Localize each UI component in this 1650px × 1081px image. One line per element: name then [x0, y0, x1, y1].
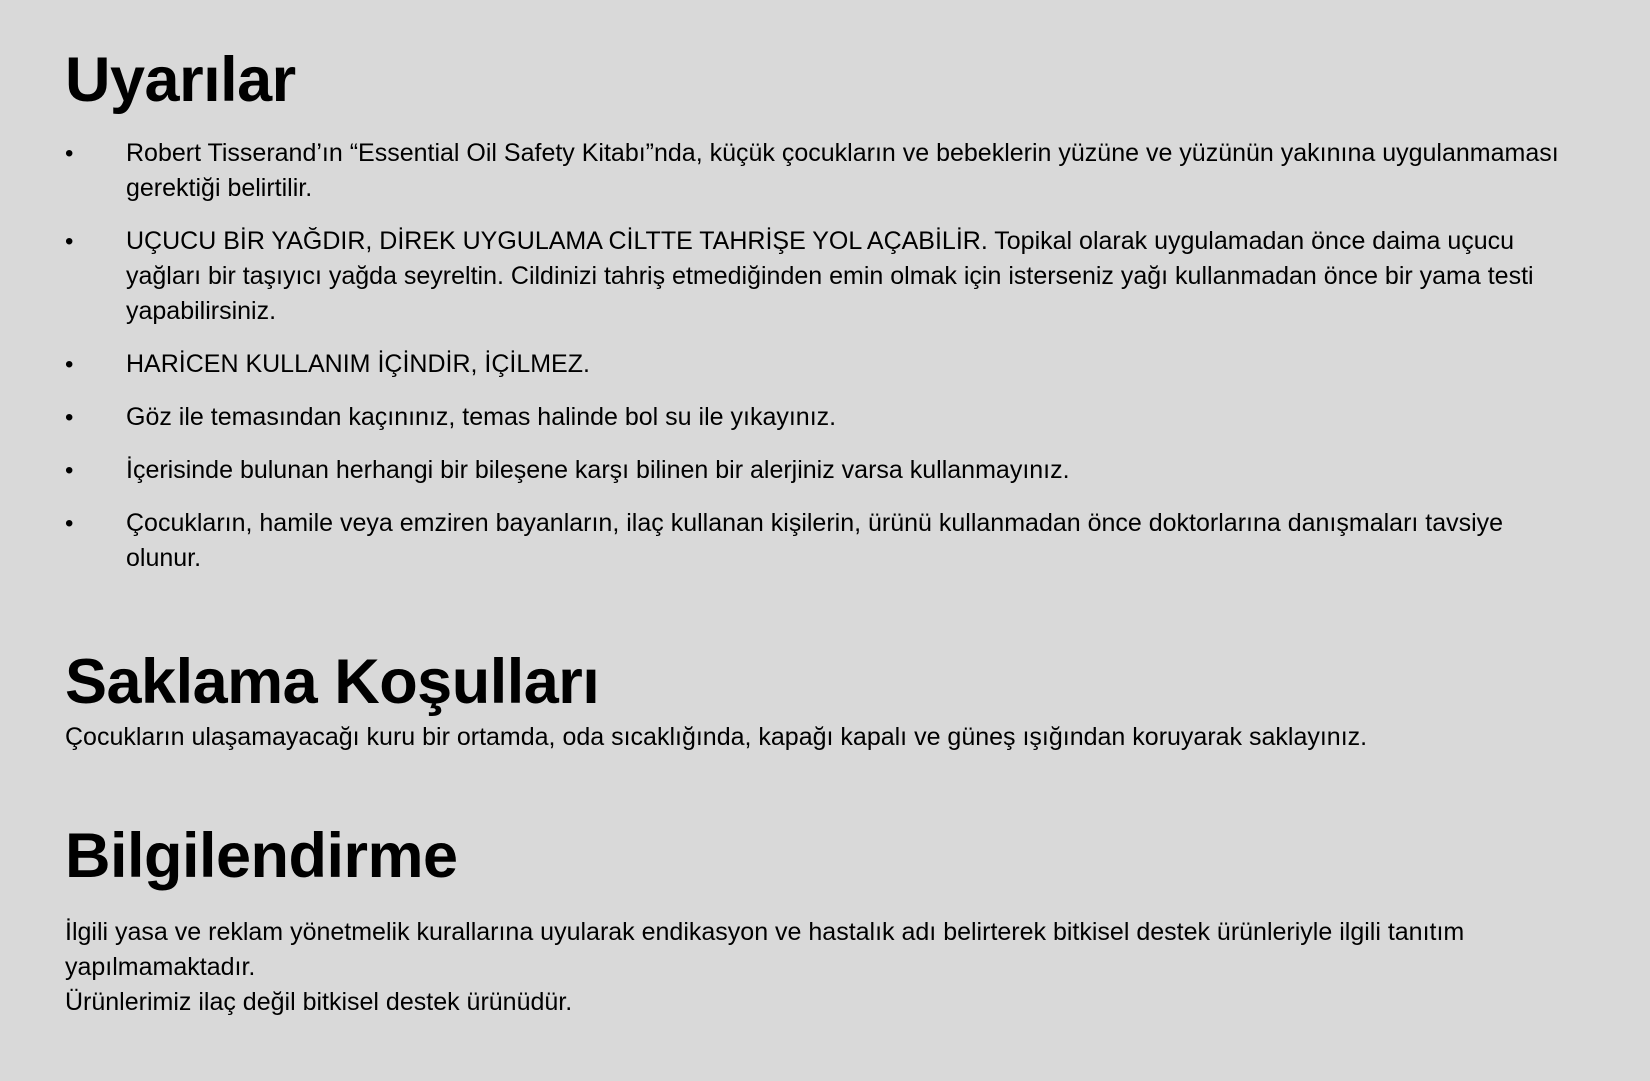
storage-text: Çocukların ulaşamayacağı kuru bir ortamda, oda sıcaklığında, kapağı kapalı ve güneş ışığından koruyarak saklayınız. — [65, 723, 1368, 751]
bullet-icon: • — [65, 228, 74, 255]
info-line-1: İlgili yasa ve reklam yönetmelik kurallarına uyularak endikasyon ve hastalık adı belirterek bitkisel destek ürünleriyle ilgili tanıtım yapılmamaktadır. — [65, 918, 1465, 981]
warning-text: HARİCEN KULLANIM İÇİNDİR, İÇİLMEZ. — [126, 350, 590, 378]
warning-text: UÇUCU BİR YAĞDIR, DİREK UYGULAMA CİLTTE TAHRİŞE YOL AÇABİLİR. Topikal olarak uygulamadan önce daima uçucu yağları bir taşıyıcı yağda seyreltin. Cildinizi tahriş etmediğinden emin olmak için isterseniz yağı kullanmadan önce bir yama testi yapabilirsiniz. — [126, 227, 1534, 325]
warning-item — [65, 224, 1585, 329]
warning-text: Robert Tisserand’ın “Essential Oil Safety Kitabı”nda, küçük çocukların ve bebeklerin yüzüne ve yüzünün yakınına uygulanmaması gerektiği belirtilir. — [126, 139, 1559, 202]
warning-item — [65, 400, 1585, 435]
storage-heading: Saklama Koşulları — [65, 647, 600, 717]
warnings-heading: Uyarılar — [65, 45, 296, 115]
info-text-block — [65, 915, 1585, 1020]
info-heading: Bilgilendirme — [65, 821, 458, 891]
warnings-list — [65, 136, 1585, 576]
warning-text: Çocukların, hamile veya emziren bayanların, ilaç kullanan kişilerin, ürünü kullanmadan önce doktorlarına danışmaları tavsiye olunur. — [126, 509, 1504, 572]
bullet-icon: • — [65, 404, 74, 431]
warning-text: Göz ile temasından kaçınınız, temas halinde bol su ile yıkayınız. — [126, 403, 837, 431]
warning-item — [65, 347, 1585, 382]
bullet-icon: • — [65, 351, 74, 378]
info-line-2: Ürünlerimiz ilaç değil bitkisel destek ürünüdür. — [65, 988, 573, 1016]
bullet-icon: • — [65, 140, 74, 167]
warning-item — [65, 506, 1585, 576]
warning-item — [65, 453, 1585, 488]
bullet-icon: • — [65, 457, 74, 484]
bullet-icon: • — [65, 510, 74, 537]
warning-item — [65, 136, 1585, 206]
page-content — [65, 0, 1585, 1020]
warning-text: İçerisinde bulunan herhangi bir bileşene karşı bilinen bir alerjiniz varsa kullanmayınız. — [126, 456, 1070, 484]
